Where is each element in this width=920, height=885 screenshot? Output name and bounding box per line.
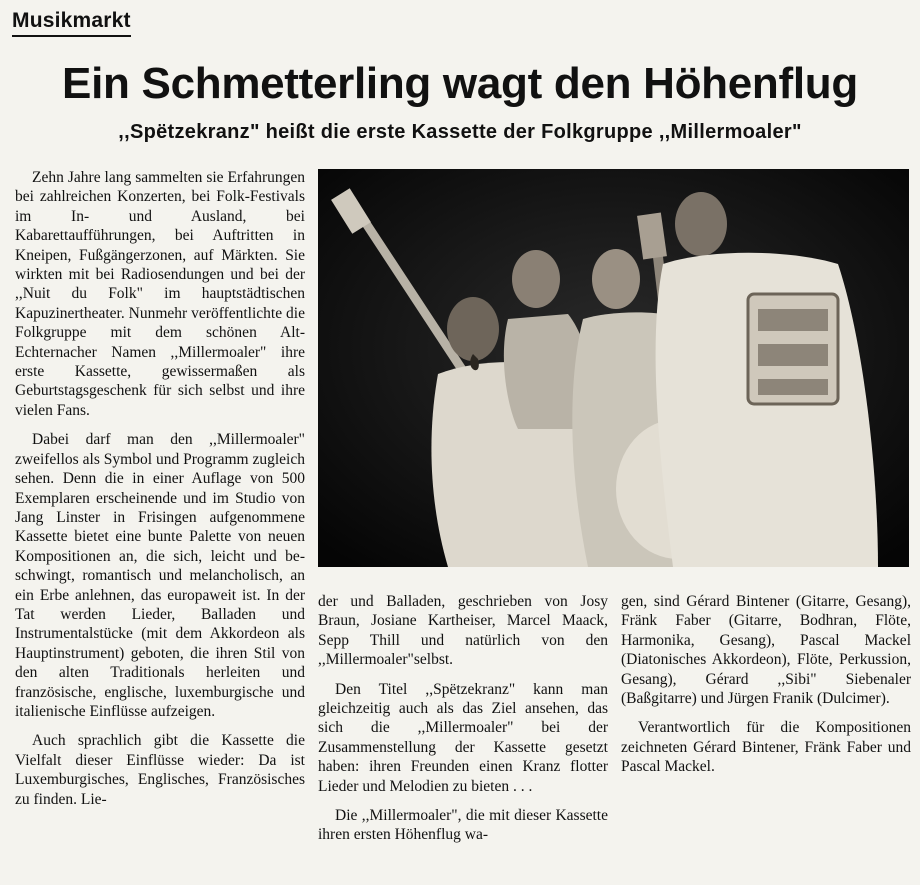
subheadline: ,,Spëtzekranz" heißt die erste Kassette der Folkgruppe ,,Millermoaler" <box>118 121 802 143</box>
article-paragraph: gen, sind Gérard Bintener (Gitarre, Gesang), Fränk Faber (Gitarre, Bodhran, Flöte, Harmonika, Gesang), Pascal Mackel (Diatonisches Akkordeon), Flöte, Perkussion, Gesang), Gérard ,,Sibi" Siebenaler (Baßgitarre) und Jürgen Franik (Dulcimer). <box>621 593 911 708</box>
article-paragraph: Den Titel ,,Spëtzekranz" kann man gleichzeitig auch als das Ziel ansehen, das sich die ,,Millermoaler" bei der Zusammenstellung der Kassette gesetzt haben: ihren Freunden einen Kranz flotter Lieder und Melodien zu bieten . . . <box>318 680 608 795</box>
band-photo-illustration <box>318 169 909 567</box>
article-paragraph: Die ,,Millermoaler", die mit dieser Kassette ihren ersten Höhenflug wa- <box>318 807 608 844</box>
article-paragraph: Verantwortlich für die Kompositionen zeichneten Gérard Bintener, Fränk Faber und Pascal Mackel. <box>621 719 911 776</box>
article-column-3 <box>621 592 911 787</box>
article-column-1 <box>15 168 305 819</box>
article-paragraph: der und Balladen, geschrieben von Josy Braun, Josiane Kartheiser, Marcel Maack, Sepp Thill und natürlich von den ,,Millermoaler"selbst. <box>318 593 608 669</box>
band-photo <box>318 169 909 567</box>
article-paragraph: Zehn Jahre lang sammelten sie Erfahrungen bei zahlreichen Konzerten, bei Folk-Festivals im In- und Ausland, bei Kabarettaufführungen, bei Auftritten in Kneipen, Fußgängerzonen, auf Märkten. Sie wirkten mit bei Radiosendungen und bei der ,,Nuit du Folk" im hauptstädtischen Kapuzinertheater. Nunmehr veröffentlichte die Folkgruppe mit dem schönen Alt-Echternacher Namen ,,Millermoaler" ihre erste Kassette, gewissermaßen als Geburtstagsgeschenk für sich selbst und ihre vielen Fans. <box>15 169 305 419</box>
section-label: Musikmarkt <box>12 8 131 37</box>
article-column-2 <box>318 592 608 855</box>
headline: Ein Schmetterling wagt den Höhenflug <box>62 59 858 108</box>
article-paragraph: Dabei darf man den ,,Millermoaler" zweifellos als Symbol und Programm zugleich sehen. Denn die in einer Auflage von 500 Exemplaren erscheinende und im Studio von Jang Linster in Frisingen aufgenommene Kassette bietet eine bunte Palette von neuen Kompositionen an, die sich, leicht und beschwingt, romantisch und melancholisch, an ein Erbe anlehnen, das europaweit ist. In der Tat werden Lieder, Balladen und Instrumentalstücke (mit dem Akkordeon als Hauptinstrument) geboten, die ihren Stil von den alten Traditionals herleiten und französische, englische, luxemburgische und italienische Einflüsse aufzeigen. <box>15 431 305 720</box>
article-paragraph: Auch sprachlich gibt die Kassette die Vielfalt dieser Einflüsse wieder: Da ist Luxemburgisches, Englisches, Französisches zu finden. Lie- <box>15 732 305 808</box>
